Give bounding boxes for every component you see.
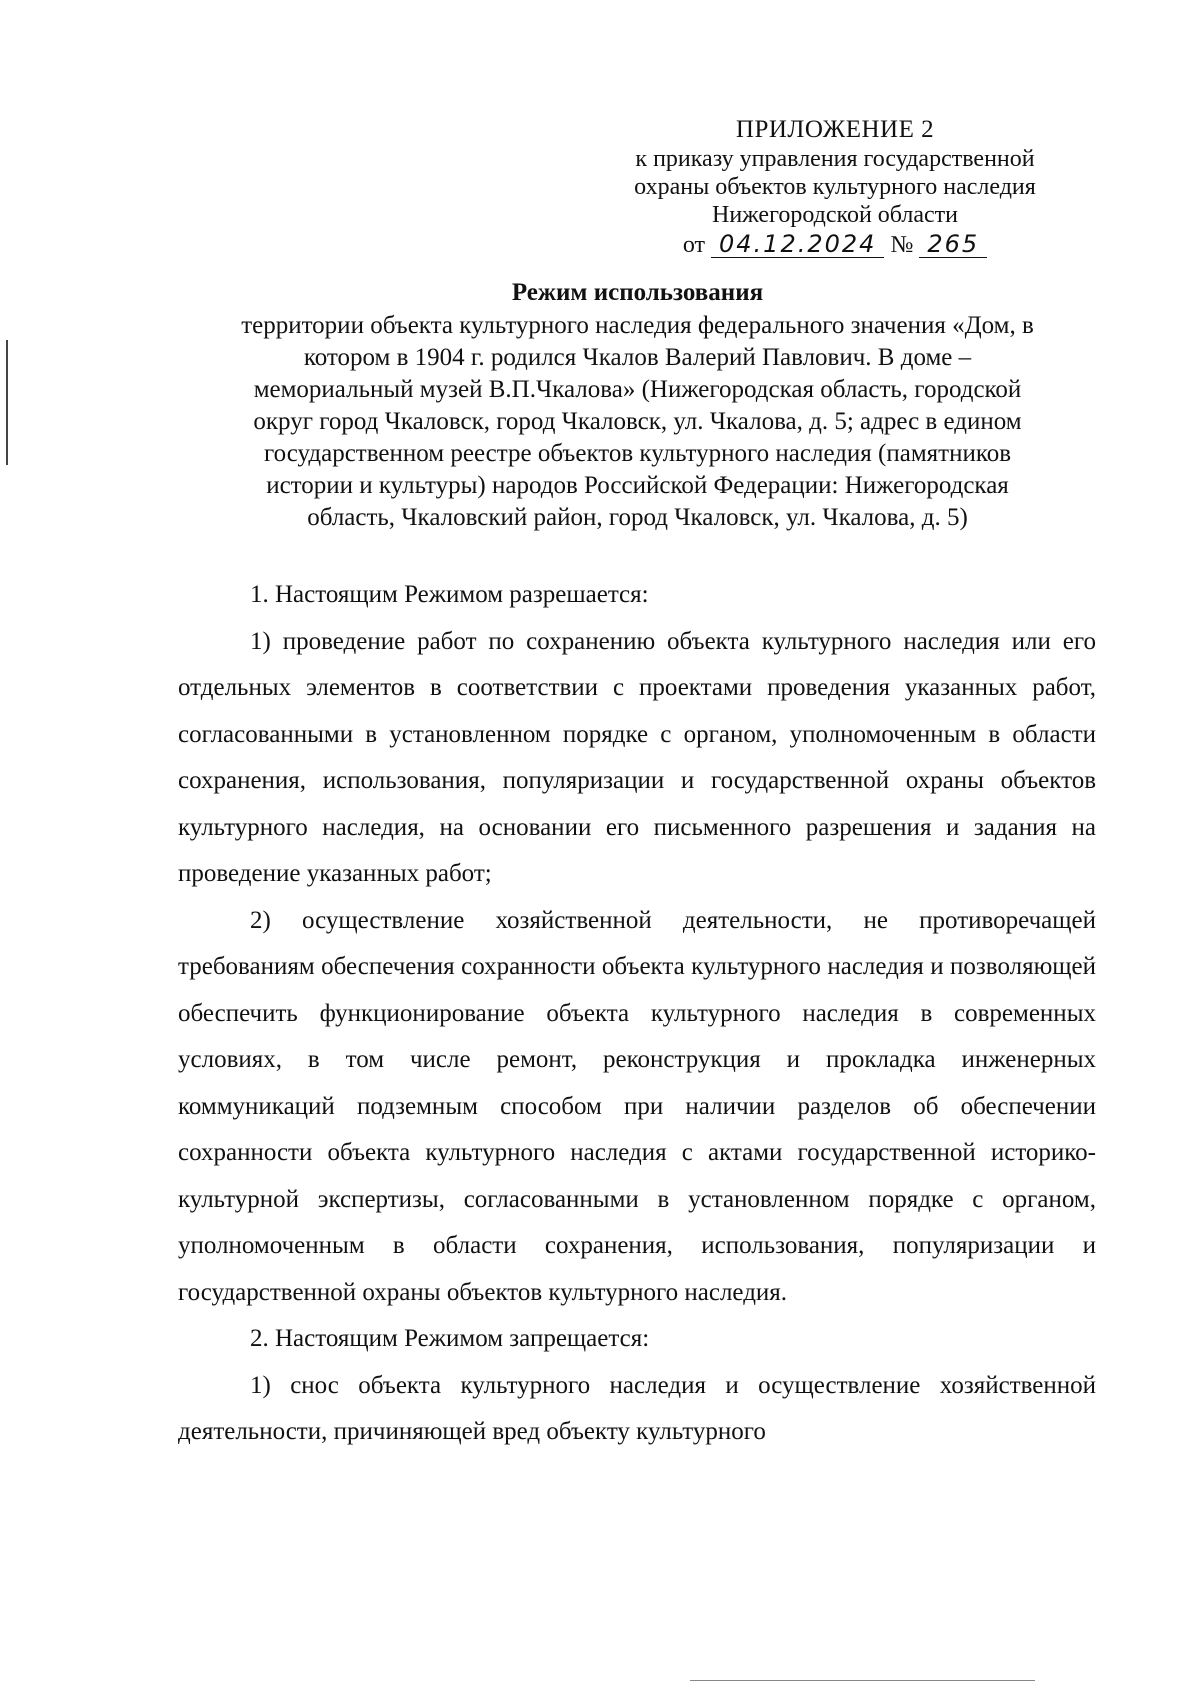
appendix-label: ПРИЛОЖЕНИЕ 2 [735, 116, 935, 143]
scan-edge-mark [6, 340, 8, 465]
document-body [178, 572, 1096, 1456]
paragraph: 1) проведение работ по сохранению объекта культурного наследия или его отдельных элементов в соответствии с проектами проведения указанных работ, согласованными в установленном порядке с органом, уполномоченным в области сохранения, использования, популяризации и государственной охраны объектов культурного наследия, на основании его письменного разрешения и задания на проведение указанных работ; [178, 627, 1096, 887]
handwritten-date: 04.12.2024 [711, 231, 884, 258]
paragraph: 1) снос объекта культурного наследия и осуществление хозяйственной деятельности, причиняющей вред объекту культурного [178, 1371, 1096, 1445]
header-line: охраны объектов культурного наследия [634, 174, 1036, 200]
document-header [620, 115, 1050, 263]
subtitle-line: котором в 1904 г. родился Чкалов Валерий Павлович. В доме – [303, 344, 972, 371]
subtitle-line: округ город Чкаловск, город Чкаловск, ул. Чкалова, д. 5; адрес в едином [253, 408, 1022, 435]
order-date-number [620, 231, 1050, 263]
handwritten-number: 265 [919, 231, 987, 258]
section-heading: 1. Настоящим Режимом разрешается: [250, 581, 649, 608]
document-title: Режим использования [511, 279, 764, 306]
subtitle-line: государственном реестре объектов культурного наследия (памятников [263, 440, 1012, 467]
number-prefix: № [890, 232, 914, 258]
footer-rule [690, 1680, 1035, 1681]
date-prefix: от [682, 232, 706, 258]
paragraph: 2) осуществление хозяйственной деятельности, не противоречащей требованиям обеспечения сохранности объекта культурного наследия и позволяющей обеспечить функционирование объекта культурного наследия в современных условиях, в том числе ремонт, реконструкция и прокладка инженерных коммуникаций подземным способом при наличии разделов об обеспечении сохранности объекта культурного наследия с актами государственной историко-культурной экспертизы, согласованными в установленном порядке с органом, уполномоченным в области сохранения, использования, популяризации и государственной охраны объектов культурного наследия. [178, 906, 1096, 1306]
header-line: к приказу управления государственной [635, 146, 1035, 172]
subtitle-line: территории объекта культурного наследия федерального значения «Дом, в [241, 312, 1034, 339]
header-line: Нижегородской области [711, 202, 959, 228]
section-heading: 2. Настоящим Режимом запрещается: [250, 1325, 650, 1352]
title-block [175, 278, 1100, 534]
subtitle-line: мемориальный музей В.П.Чкалова» (Нижегородская область, городской [253, 376, 1022, 403]
document-subtitle [175, 310, 1100, 534]
subtitle-line: истории и культуры) народов Российской Федерации: Нижегородская [266, 472, 1009, 499]
subtitle-line: область, Чкаловский район, город Чкаловск, ул. Чкалова, д. 5) [307, 504, 968, 531]
